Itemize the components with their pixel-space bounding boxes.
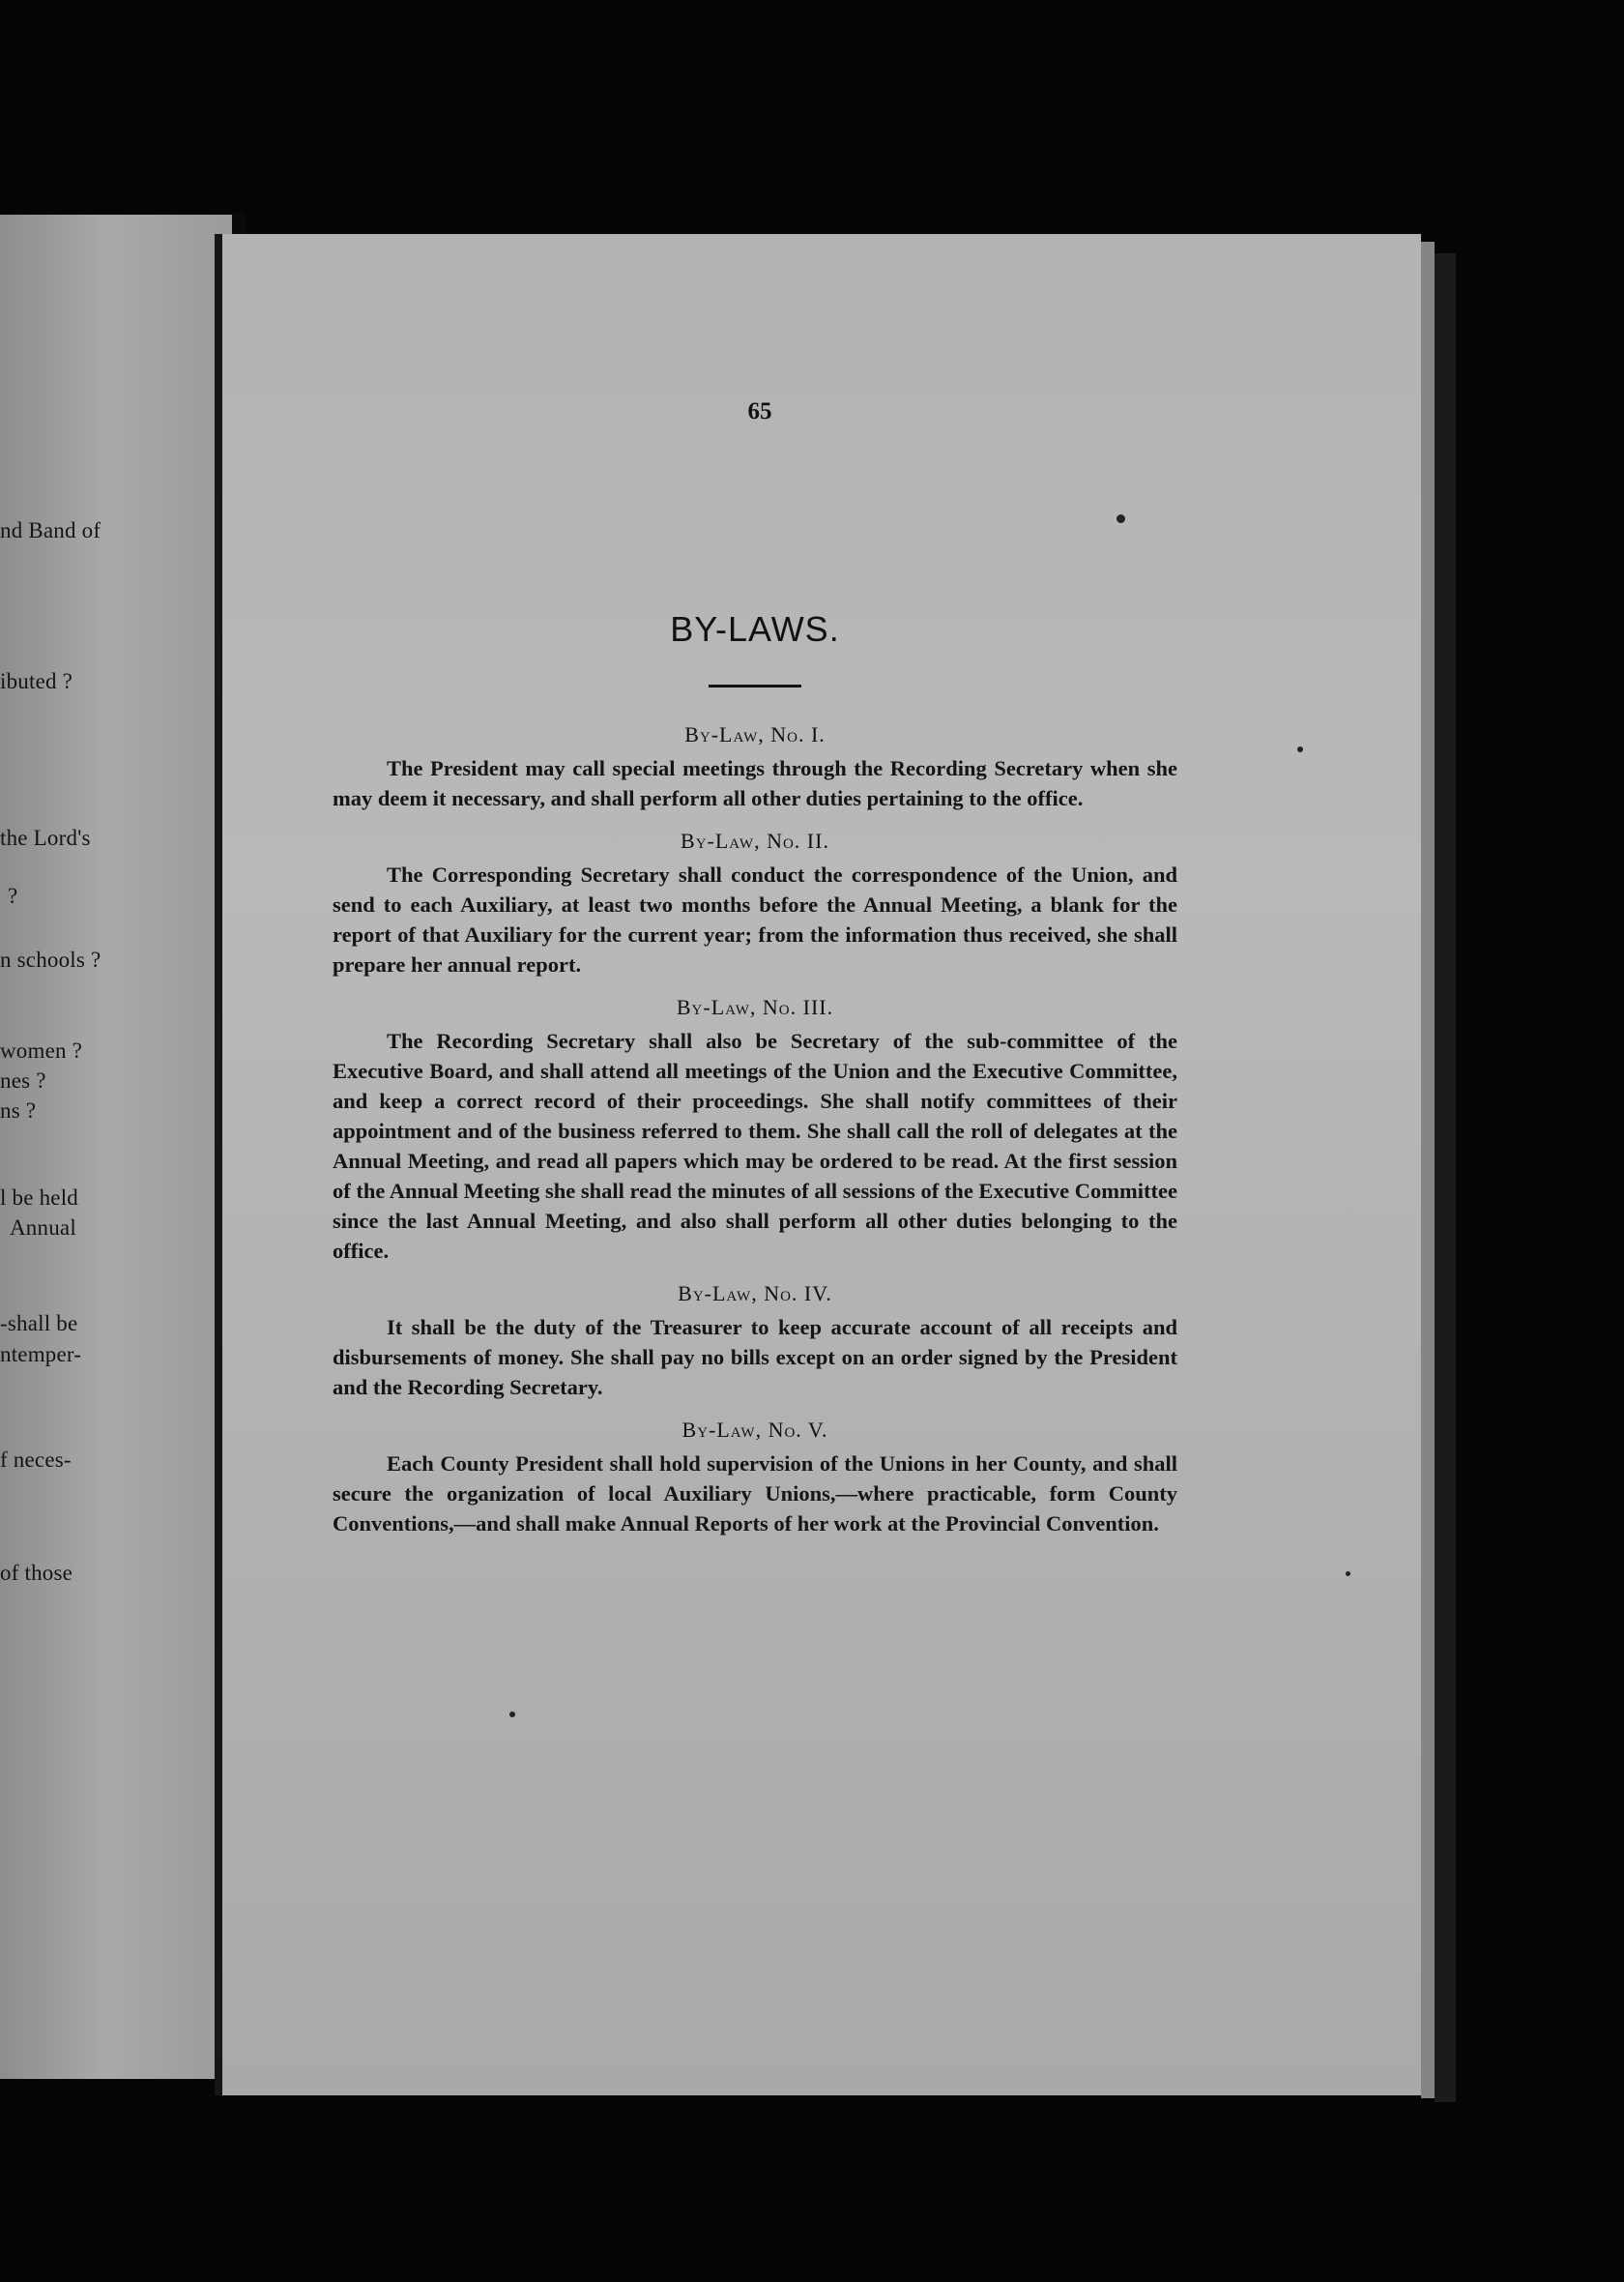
left-page-line: of those [0,1561,73,1585]
bylaw-text: It shall be the duty of the Treasurer to keep accurate account of all receipts and disbursements of money. She shall pay no bills except on an order signed by the President and the Recording Secretary. [333,1315,1177,1399]
left-page-line: nes ? [0,1068,46,1093]
bylaw-heading: By-Law, No. II. [681,829,829,853]
page-edge [1421,242,1435,2098]
bylaw-text: The Recording Secretary shall also be Secretary of the sub-committee of the Executive Board, and shall attend all meetings of the Union and the Executive Committee, and keep a correct record of their proceedings. She shall notify committees of their appointment and of the business referred to them. She shall call the roll of delegates at the Annual Meeting, and read all papers which may be ordered to be read. At the first session of the Annual Meeting she shall read the minutes of all sessions of the Executive Committee since the last Annual Meeting, and also shall perform all other duties belonging to the office. [333,1029,1177,1263]
title-rule [709,685,801,688]
left-page-line: ? [8,884,18,908]
left-page-line: f neces- [0,1448,72,1472]
bylaw-text: The President may call special meetings through the Recording Secretary when she may deem it necessary, and shall perform all other duties pertaining to the office. [333,756,1177,810]
bylaw-text: The Corresponding Secretary shall conduct the correspondence of the Union, and send to each Auxiliary, at least two months before the Annual Meeting, a blank for the report of that Auxiliary for the current year; from the information thus received, she shall prepare her annual report. [333,863,1177,977]
left-page-line: l be held [0,1185,78,1210]
left-page-line: ntemper- [0,1342,82,1366]
left-page [0,215,232,2079]
page-title: BY-LAWS. [670,609,840,649]
paper-speck [1346,1571,1350,1576]
bylaw-text: Each County President shall hold supervision of the Unions in her County, and shall secure the organization of local Auxiliary Unions,—where practicable, form County Conventions,—and shall make Annual Reports of her work at the Provincial Convention. [333,1451,1177,1536]
left-page-line: ibuted ? [0,669,73,693]
bylaw-heading: By-Law, No. IV. [678,1281,832,1305]
left-page-line: Annual [10,1215,76,1240]
left-page-line: ns ? [0,1098,37,1123]
bylaw-heading: By-Law, No. I. [684,722,826,746]
left-page-line: n schools ? [0,948,102,972]
page-content [333,398,1177,1554]
left-page-line: women ? [0,1039,83,1063]
bylaw-heading: By-Law, No. V. [682,1418,828,1442]
page-edge-shadow [1435,253,1456,2102]
paper-speck [509,1712,515,1717]
left-page-line: -shall be [0,1311,78,1335]
left-page-line: the Lord's [0,826,91,850]
page-number: 65 [747,398,772,424]
bylaw-heading: By-Law, No. III. [676,995,834,1019]
paper-speck [1297,746,1303,752]
left-page-line: nd Band of [0,518,102,542]
